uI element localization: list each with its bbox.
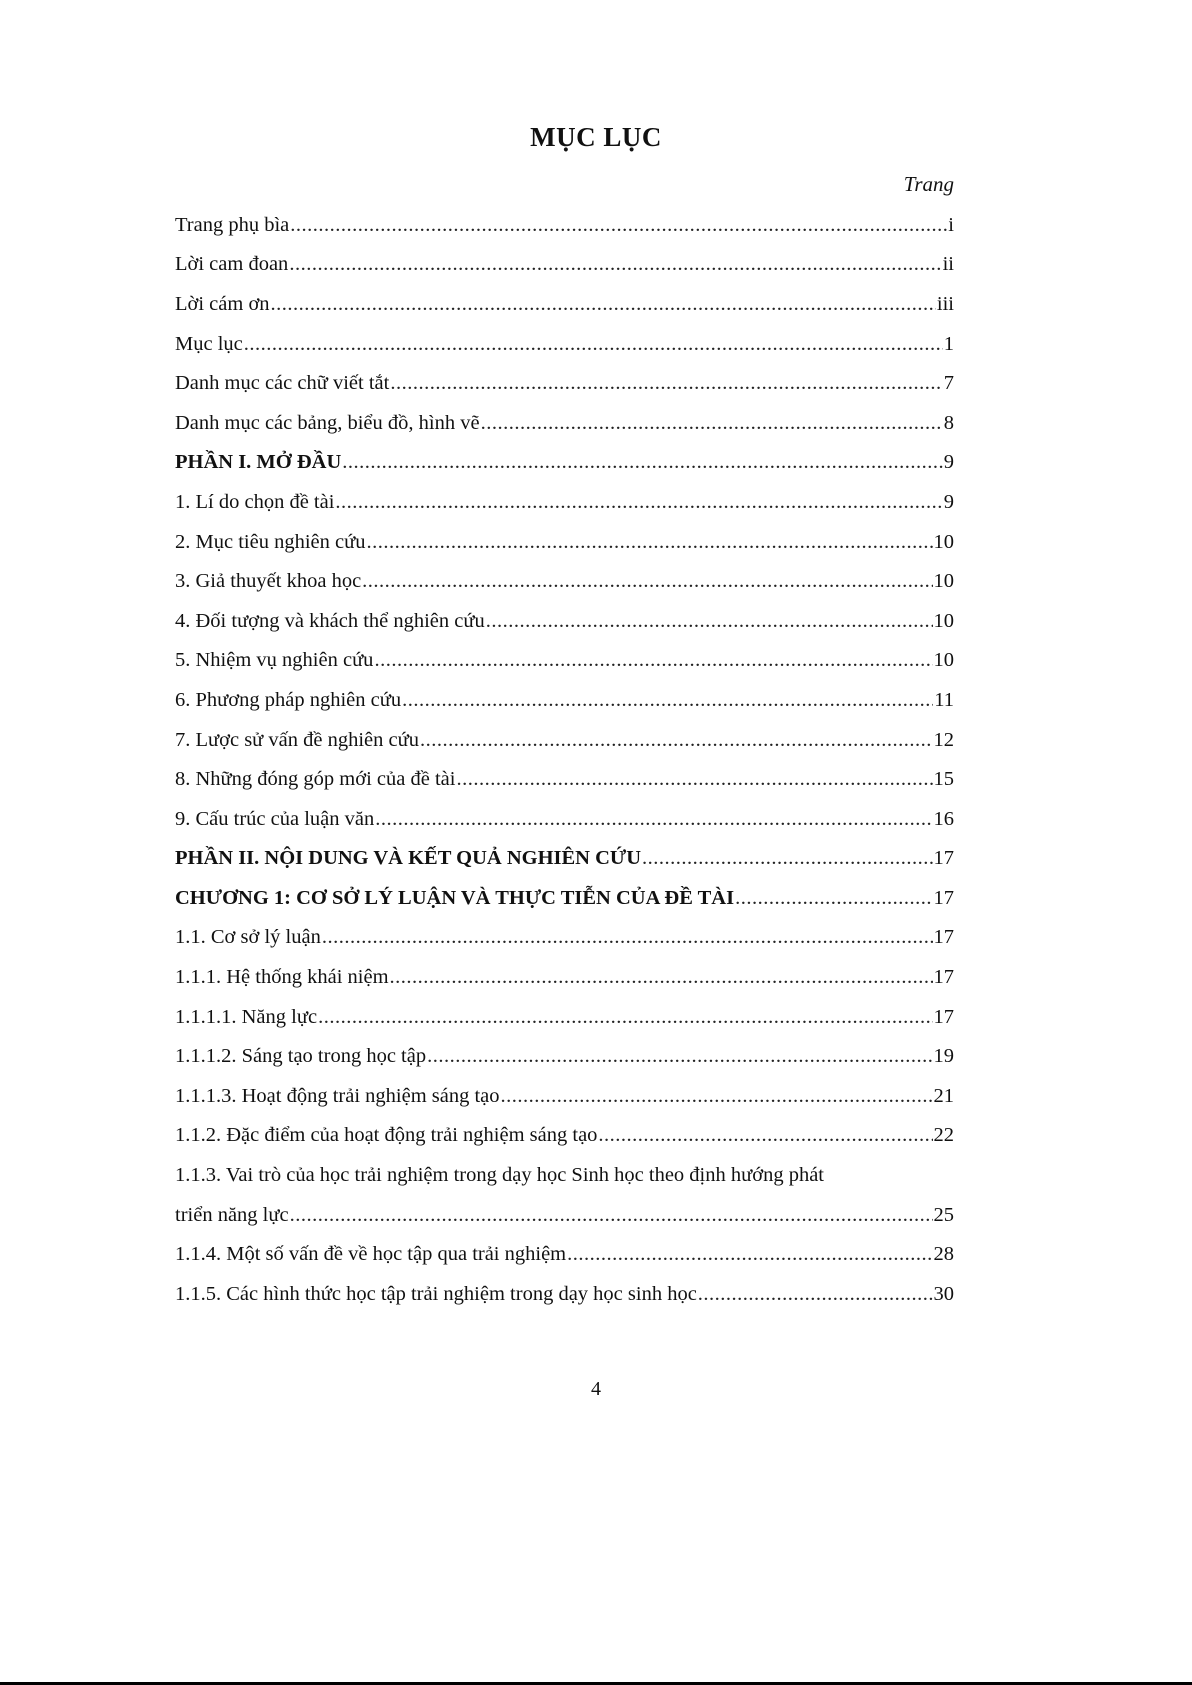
dot-leader [342,450,942,474]
toc-entry-page: 11 [934,688,954,711]
toc-entry-page: 17 [933,966,954,989]
toc-entry [175,799,954,839]
dot-leader [567,1242,932,1266]
toc-entry-wrapped-line [175,1155,954,1195]
toc-entry [175,680,954,720]
toc-entry-page: 7 [943,372,954,395]
toc-entry-page: 28 [933,1243,954,1266]
toc-entry [175,482,954,522]
dot-leader [322,925,933,949]
toc-entry-page: iii [936,292,954,315]
toc-entry-page: 17 [933,886,954,909]
toc-entry [175,601,954,641]
toc-entry-page: 10 [933,609,954,632]
table-of-contents [175,205,954,1314]
toc-entry-label: Trang phụ bìa [175,213,290,236]
toc-entry [175,918,954,958]
toc-entry-page: 1 [943,332,954,355]
toc-entry-label: 8. Những đóng góp mới của đề tài [175,768,456,791]
dot-leader [486,609,933,633]
toc-entry-label: 5. Nhiệm vụ nghiên cứu [175,649,374,672]
toc-entry [175,363,954,403]
toc-entry [175,839,954,879]
toc-entry-label: 1.1.3. Vai trò của học trải nghiệm trong dạy học Sinh học theo định hướng phát [175,1164,824,1187]
dot-leader [290,213,947,237]
dot-leader [481,411,943,435]
toc-entry [175,561,954,601]
toc-entry-page: 15 [933,768,954,791]
toc-entry-label: 1.1.1. Hệ thống khái niệm [175,966,389,989]
toc-entry-label: 1. Lí do chọn đề tài [175,490,335,513]
toc-entry-label: 1.1.1.1. Năng lực [175,1005,318,1028]
toc-entry-page: 10 [933,570,954,593]
toc-entry-label: 1.1.5. Các hình thức học tập trải nghiệm trong dạy học sinh học [175,1282,697,1305]
toc-entry [175,641,954,681]
toc-entry [175,1234,954,1274]
toc-entry [175,1195,954,1235]
toc-entry [175,284,954,324]
toc-entry-label: 1.1.1.3. Hoạt động trải nghiệm sáng tạo [175,1084,500,1107]
toc-entry [175,878,954,918]
toc-entry-page: 19 [933,1045,954,1068]
toc-entry-label: Lời cam đoan [175,253,289,276]
toc-entry-label: Danh mục các chữ viết tắt [175,372,390,395]
toc-entry-label: 3. Giả thuyết khoa học [175,570,362,593]
toc-entry-label: Mục lục [175,332,243,355]
dot-leader [390,965,933,989]
toc-entry-page: 22 [933,1124,954,1147]
toc-entry [175,1116,954,1156]
toc-entry-label: 6. Phương pháp nghiên cứu [175,688,402,711]
toc-entry [175,997,954,1037]
toc-entry-label: 1.1.2. Đặc điểm của hoạt động trải nghiệm sáng tạo [175,1124,598,1147]
toc-entry-label: 7. Lược sử vấn đề nghiên cứu [175,728,419,751]
page-column-header: Trang [903,172,954,196]
page-title: MỤC LỤC [530,122,662,152]
toc-entry [175,443,954,483]
dot-leader [271,292,936,316]
toc-entry [175,1274,954,1314]
toc-entry [175,1036,954,1076]
toc-entry-page: 12 [933,728,954,751]
toc-entry-label: 1.1.1.2. Sáng tạo trong học tập [175,1045,427,1068]
dot-leader [374,648,932,672]
dot-leader [501,1084,933,1108]
toc-entry-page: 8 [943,411,954,434]
dot-leader [598,1123,932,1147]
toc-entry [175,1076,954,1116]
dot-leader [390,371,942,395]
toc-entry-label: 9. Cấu trúc của luận văn [175,807,375,830]
toc-entry-label: PHẦN I. MỞ ĐẦU [175,451,342,474]
toc-entry-label: 4. Đối tượng và khách thể nghiên cứu [175,609,485,632]
dot-leader [456,767,932,791]
toc-entry [175,957,954,997]
toc-entry-page: 17 [933,847,954,870]
toc-entry-page: 25 [933,1203,954,1226]
toc-entry-page: 17 [933,1005,954,1028]
toc-entry-page: ii [942,253,954,276]
toc-entry-page: 10 [933,530,954,553]
toc-entry-label: triển năng lực [175,1203,289,1226]
toc-entry [175,324,954,364]
toc-entry-label: 2. Mục tiêu nghiên cứu [175,530,366,553]
dot-leader [427,1044,932,1068]
toc-entry-label: 1.1.4. Một số vấn đề về học tập qua trải nghiệm [175,1243,567,1266]
page-number: 4 [591,1378,601,1400]
toc-entry [175,759,954,799]
dot-leader [244,332,943,356]
toc-entry-page: 10 [933,649,954,672]
toc-entry-page: 16 [933,807,954,830]
toc-entry-page: i [948,213,954,236]
toc-entry-label: CHƯƠNG 1: CƠ SỞ LÝ LUẬN VÀ THỰC TIỄN CỦA ĐỀ TÀI [175,886,735,909]
toc-entry-label: 1.1. Cơ sở lý luận [175,926,321,949]
toc-entry-page: 30 [933,1282,954,1305]
toc-entry-page: 9 [943,451,954,474]
dot-leader [698,1282,933,1306]
toc-entry [175,245,954,285]
dot-leader [642,846,932,870]
toc-entry-label: Lời cám ơn [175,292,270,315]
dot-leader [375,807,932,831]
toc-entry-page: 9 [943,490,954,513]
dot-leader [420,728,933,752]
dot-leader [290,1203,933,1227]
toc-entry-label: PHẦN II. NỘI DUNG VÀ KẾT QUẢ NGHIÊN CỨU [175,847,642,870]
toc-entry [175,205,954,245]
toc-entry-label: Danh mục các bảng, biểu đồ, hình vẽ [175,411,480,434]
toc-entry [175,403,954,443]
dot-leader [335,490,942,514]
dot-leader [318,1005,932,1029]
dot-leader [289,252,941,276]
dot-leader [366,530,932,554]
dot-leader [362,569,932,593]
dot-leader [735,886,932,910]
toc-entry [175,720,954,760]
dot-leader [402,688,933,712]
toc-entry [175,522,954,562]
toc-entry-page: 17 [933,926,954,949]
toc-entry-page: 21 [933,1084,954,1107]
